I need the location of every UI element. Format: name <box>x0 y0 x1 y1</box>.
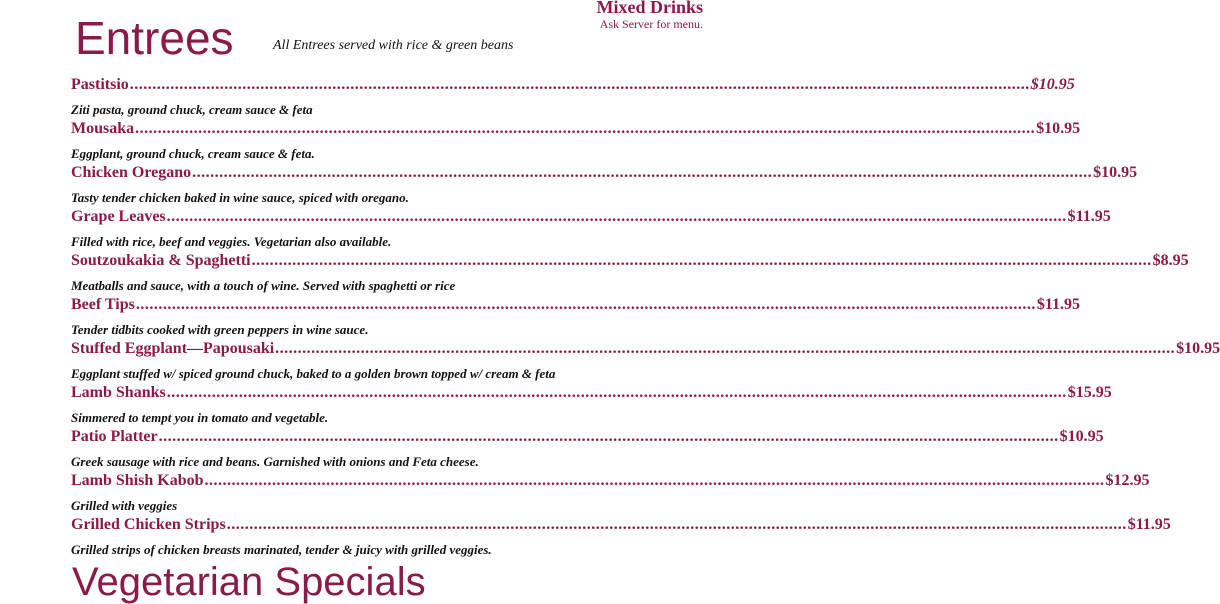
dot-leader: ........................................................................................................................................................................................................ <box>158 428 1059 445</box>
menu-item-name: Mousaka <box>71 120 135 137</box>
menu-item <box>71 340 1220 384</box>
menu-item <box>71 76 1075 120</box>
menu-item-row <box>71 472 1150 495</box>
menu-item-name: Beef Tips <box>71 296 135 313</box>
dot-leader: ........................................................................................................................................................................................................ <box>166 384 1067 401</box>
menu-item <box>71 120 1081 164</box>
menu-item-price: $10.95 <box>1036 120 1081 137</box>
menu-item-name: Grilled Chicken Strips <box>71 516 226 533</box>
menu-item-description: Grilled with veggies <box>71 498 178 513</box>
menu-item-description: Meatballs and sauce, with a touch of wine. Served with spaghetti or rice <box>71 278 456 293</box>
menu-item-price: $10.95 <box>1030 76 1075 93</box>
menu-item-description: Tender tidbits cooked with green peppers in wine sauce. <box>71 322 369 337</box>
dot-leader: ........................................................................................................................................................................................................ <box>192 164 1093 181</box>
menu-item <box>71 384 1112 428</box>
mixed-drinks-subtitle: Ask Server for menu. <box>599 17 703 31</box>
menu-item-row <box>71 296 1080 319</box>
menu-item-name: Pastitsio <box>71 76 129 93</box>
menu-item-name: Lamb Shish Kabob <box>71 472 204 489</box>
entree-list <box>71 76 1220 560</box>
menu-item-price: $11.95 <box>1127 516 1171 533</box>
menu-item <box>71 208 1111 252</box>
dot-leader: ........................................................................................................................................................................................................ <box>275 340 1176 357</box>
menu-item-row <box>71 120 1081 143</box>
next-section-heading: Vegetarian Specials <box>72 560 426 604</box>
menu-item-description: Eggplant stuffed w/ spiced ground chuck, baked to a golden brown topped w/ cream & feta <box>71 366 556 381</box>
menu-item <box>71 252 1189 296</box>
menu-item-name: Lamb Shanks <box>71 384 166 401</box>
menu-item-price: $11.95 <box>1067 208 1111 225</box>
page-subtitle: All Entrees served with rice & green beans <box>273 38 514 53</box>
page-title: Entrees <box>75 12 234 64</box>
menu-item-description: Ziti pasta, ground chuck, cream sauce & feta <box>71 102 313 117</box>
menu-item-price: $10.95 <box>1176 340 1220 357</box>
dot-leader: ........................................................................................................................................................................................................ <box>135 296 1036 313</box>
menu-item-price: $11.95 <box>1036 296 1080 313</box>
menu-item-name: Chicken Oregano <box>71 164 192 181</box>
menu-item <box>71 428 1104 472</box>
menu-item-row <box>71 428 1104 451</box>
mixed-drinks-note <box>596 0 703 31</box>
menu-item-price: $8.95 <box>1152 252 1189 269</box>
menu-item-row <box>71 252 1189 275</box>
menu-item-row <box>71 340 1220 363</box>
menu-item-name: Patio Platter <box>71 428 158 445</box>
dot-leader: ........................................................................................................................................................................................................ <box>135 120 1036 137</box>
menu-item-row <box>71 164 1138 187</box>
menu-item-description: Simmered to tempt you in tomato and vegetable. <box>71 410 329 425</box>
dot-leader: ........................................................................................................................................................................................................ <box>129 76 1030 93</box>
menu-item-row <box>71 76 1075 99</box>
dot-leader: ........................................................................................................................................................................................................ <box>204 472 1105 489</box>
menu-item-description: Greek sausage with rice and beans. Garnished with onions and Feta cheese. <box>71 454 479 469</box>
menu-item-name: Soutzoukakia & Spaghetti <box>71 252 251 269</box>
menu-item <box>71 516 1171 560</box>
menu-item <box>71 296 1080 340</box>
menu-item-description: Grilled strips of chicken breasts marinated, tender & juicy with grilled veggies. <box>71 542 492 557</box>
menu-item-name: Grape Leaves <box>71 208 166 225</box>
menu-item <box>71 472 1150 516</box>
menu-item-price: $10.95 <box>1059 428 1104 445</box>
menu-item-price: $10.95 <box>1093 164 1138 181</box>
mixed-drinks-title: Mixed Drinks <box>596 0 703 17</box>
menu-item-row <box>71 516 1171 539</box>
dot-leader: ........................................................................................................................................................................................................ <box>251 252 1152 269</box>
menu-item-row <box>71 384 1112 407</box>
menu-item <box>71 164 1138 208</box>
dot-leader: ........................................................................................................................................................................................................ <box>166 208 1067 225</box>
menu-item-price: $12.95 <box>1105 472 1150 489</box>
dot-leader: ........................................................................................................................................................................................................ <box>226 516 1127 533</box>
menu-item-description: Tasty tender chicken baked in wine sauce, spiced with oregano. <box>71 190 409 205</box>
menu-item-price: $15.95 <box>1067 384 1112 401</box>
menu-item-description: Eggplant, ground chuck, cream sauce & feta. <box>71 146 315 161</box>
menu-item-name: Stuffed Eggplant—Papousaki <box>71 340 275 357</box>
menu-item-description: Filled with rice, beef and veggies. Vegetarian also available. <box>71 234 392 249</box>
menu-item-row <box>71 208 1111 231</box>
